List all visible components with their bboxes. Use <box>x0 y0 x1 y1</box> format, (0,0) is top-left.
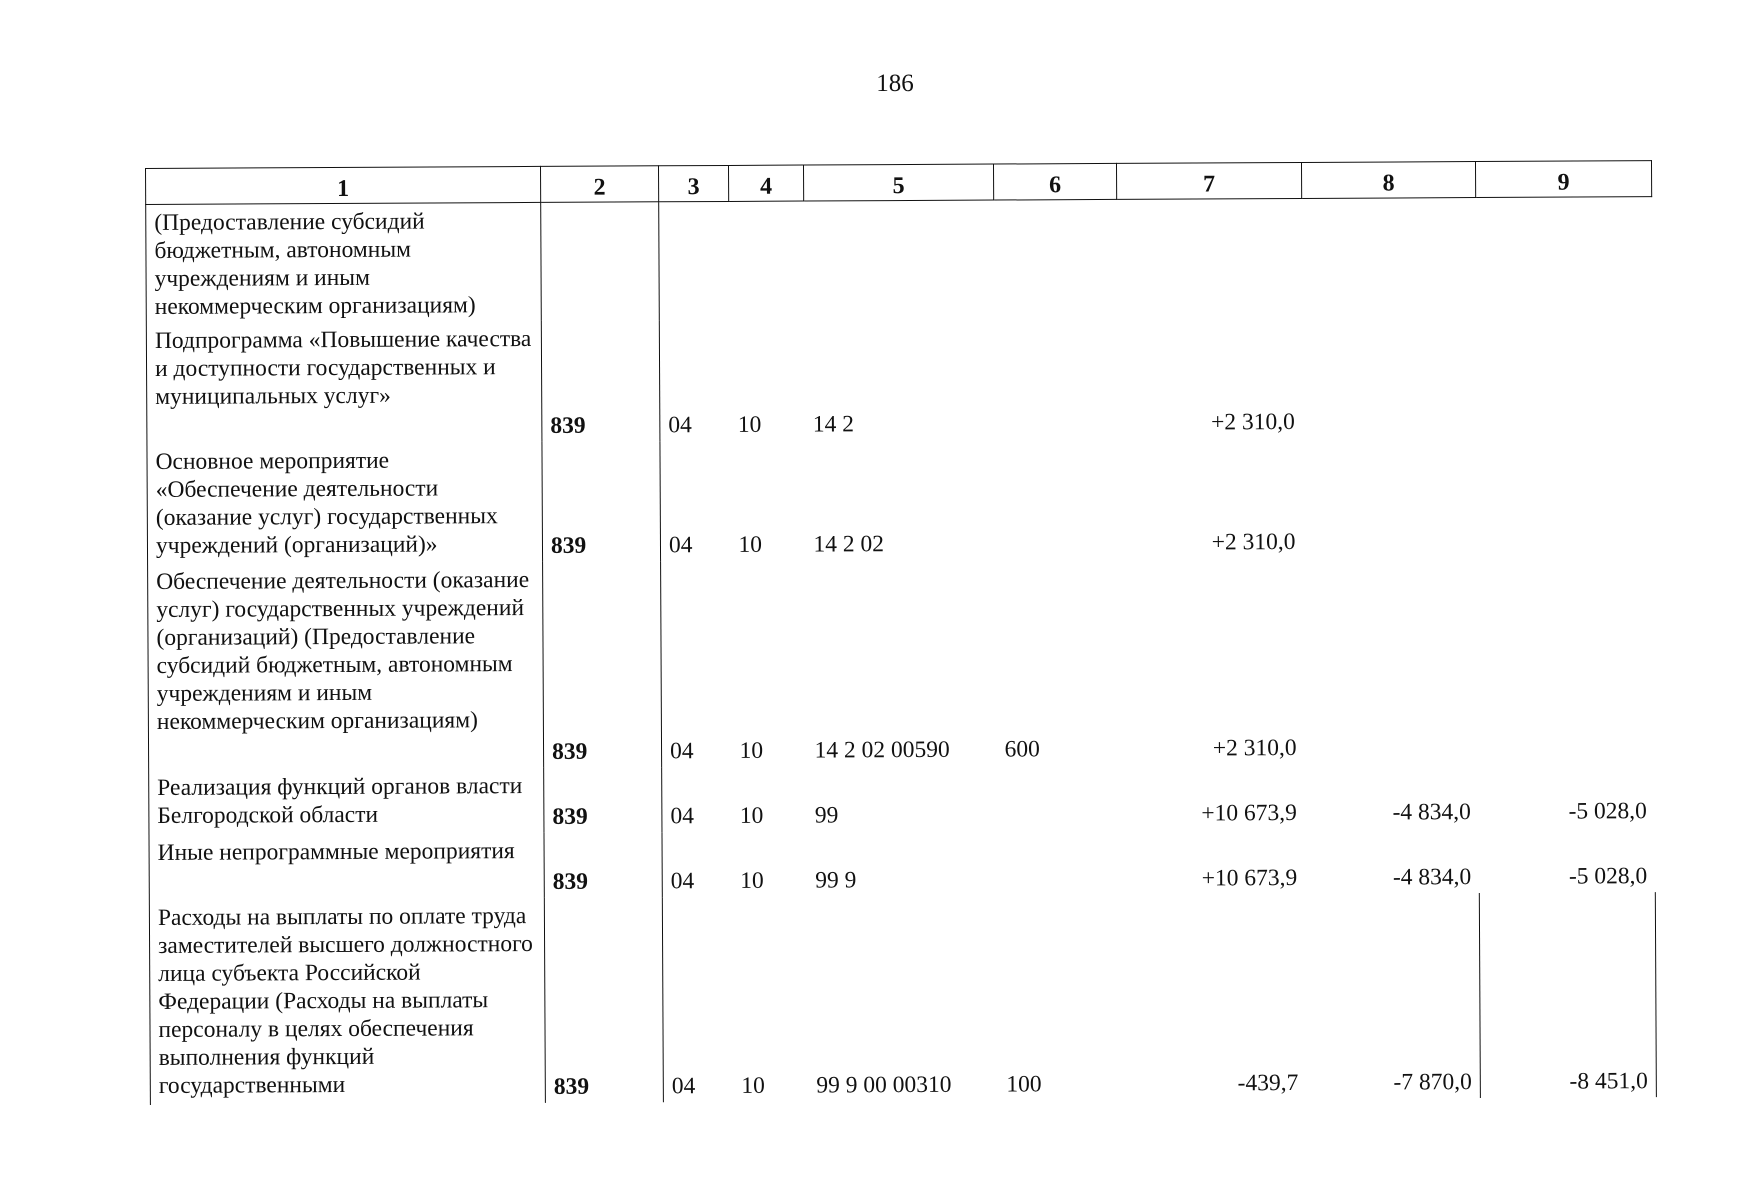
cell-v9: -8 451,0 <box>1479 892 1656 1098</box>
cell-vr <box>997 765 1120 831</box>
col-header-7: 7 <box>1116 162 1301 199</box>
col-header-1: 1 <box>146 166 541 204</box>
cell-csr: 99 <box>814 802 839 829</box>
row-name: Реализация функций органов власти Белгородской области <box>149 768 544 835</box>
cell-csr: 14 2 02 00590 <box>814 736 950 764</box>
cell-v8 <box>1303 437 1478 558</box>
cell-v9 <box>1476 315 1653 437</box>
cell-v9 <box>1476 197 1653 316</box>
row-name: (Предоставление субсидий бюджетным, автономным учреждениям и иным некоммерческим организациям) <box>146 202 542 323</box>
cell-csr: 99 9 <box>815 867 857 894</box>
col-header-9: 9 <box>1475 161 1651 198</box>
cell-v9 <box>1478 556 1655 763</box>
cell-v7: +2 310,0 <box>1211 408 1295 436</box>
row-name: Расходы на выплаты по оплате труда заместителей высшего должностного лица субъекта Российской Федерации (Расходы на выплаты персоналу в целях обеспечения выполнения функций государственными <box>149 898 545 1105</box>
cell-csr: 14 2 02 <box>813 531 885 558</box>
cell-pr: 10 <box>741 1072 765 1099</box>
table-row <box>149 827 1655 900</box>
col-header-6: 6 <box>993 163 1116 200</box>
cell-pr: 10 <box>739 802 764 829</box>
cell-rz: 04 <box>660 441 731 561</box>
cell-vr <box>995 439 1119 560</box>
cell-v9: -5 028,0 <box>1568 798 1647 825</box>
cell-pr <box>729 201 805 320</box>
cell-v9 <box>1477 436 1654 557</box>
budget-table-container <box>145 160 1656 1105</box>
col-header-5: 5 <box>803 164 993 201</box>
cell-v8 <box>1302 316 1477 438</box>
cell-pr: 10 <box>740 867 764 894</box>
col-header-2: 2 <box>540 166 658 203</box>
col-header-3: 3 <box>658 165 728 201</box>
cell-pr: 10 <box>738 531 763 558</box>
cell-gr: 839 <box>543 561 662 768</box>
table-row <box>146 315 1653 444</box>
cell-v9: -5 028,0 <box>1568 863 1648 890</box>
budget-table <box>145 160 1657 1105</box>
cell-v8 <box>1302 198 1477 317</box>
cell-csr: 14 2 <box>812 411 855 438</box>
table-row <box>146 197 1653 323</box>
row-name: Основное мероприятие «Обеспечение деятельности (оказание услуг) государственных учреждений (организаций)» <box>147 442 543 564</box>
cell-gr: 839 <box>544 897 663 1103</box>
page-number: 186 <box>876 70 914 97</box>
cell-vr: 100 <box>1006 1071 1042 1098</box>
table-row <box>149 762 1655 835</box>
cell-pr: 10 <box>739 737 764 764</box>
cell-v7: +10 673,9 <box>1201 799 1297 827</box>
table-row <box>148 556 1655 770</box>
cell-vr: 600 <box>1004 736 1040 763</box>
cell-rz: 04 <box>659 320 730 441</box>
row-name: Обеспечение деятельности (оказание услуг) государственных учреждений (организаций) (Предоставление субсидий бюджетным, автономным учреждениям и иным некоммерческим организациям) <box>148 562 544 770</box>
table-row <box>149 892 1656 1105</box>
cell-rz: 04 <box>662 897 733 1102</box>
cell-v8 <box>1304 557 1479 764</box>
cell-v7 <box>1117 198 1303 317</box>
cell-gr: 839 <box>541 320 660 442</box>
cell-gr: 839 <box>542 441 661 562</box>
table-row <box>147 436 1654 564</box>
cell-rz: 04 <box>662 832 732 897</box>
cell-v8: -7 870,0 <box>1393 1069 1472 1096</box>
cell-pr: 10 <box>737 411 762 438</box>
cell-rz: 04 <box>661 561 732 767</box>
cell-v7: +2 310,0 <box>1212 734 1297 762</box>
cell-gr: 839 <box>544 832 662 898</box>
cell-v7: +10 673,9 <box>1201 864 1298 892</box>
cell-gr <box>541 202 660 321</box>
cell-v8: -4 834,0 <box>1392 864 1472 891</box>
cell-rz: 04 <box>662 767 732 832</box>
cell-csr: 99 9 00 00310 <box>816 1071 952 1099</box>
cell-rz <box>659 201 730 320</box>
row-name: Подпрограмма «Повышение качества и доступности государственных и муниципальных услуг» <box>146 321 542 444</box>
cell-vr <box>994 199 1118 318</box>
cell-csr <box>804 200 995 319</box>
cell-v7: -439,7 <box>1237 1069 1299 1097</box>
cell-v8: -4 834,0 <box>1392 799 1471 826</box>
cell-vr <box>994 318 1118 440</box>
col-header-8: 8 <box>1301 162 1475 199</box>
row-name: Иные непрограммные мероприятия <box>149 833 544 900</box>
cell-vr <box>997 830 1120 896</box>
col-header-4: 4 <box>728 165 803 201</box>
cell-gr: 839 <box>544 767 662 833</box>
cell-v7: +2 310,0 <box>1211 528 1296 556</box>
